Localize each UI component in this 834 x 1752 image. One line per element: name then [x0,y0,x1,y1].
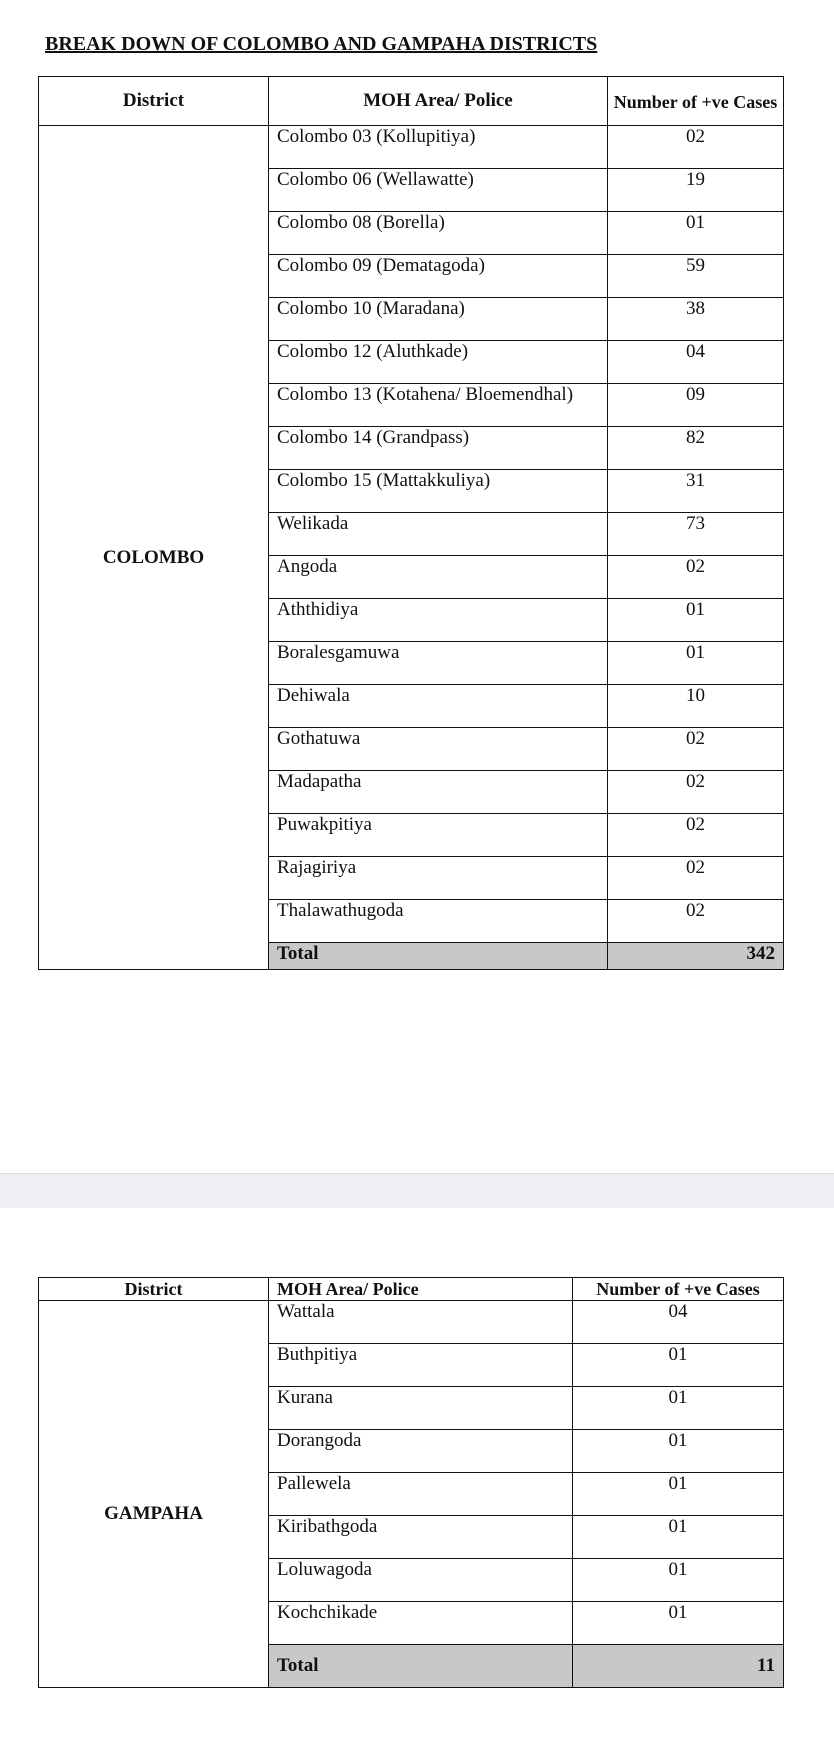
table-row [39,126,784,169]
moh-area-cell: Colombo 12 (Aluthkade) [269,341,608,384]
case-count-cell: 02 [608,728,784,771]
colombo-header-cases: Number of +ve Cases [608,77,784,126]
moh-area-cell: Puwakpitiya [269,814,608,857]
moh-area-cell: Rajagiriya [269,857,608,900]
moh-area-cell: Thalawathugoda [269,900,608,943]
gampaha-header-cases: Number of +ve Cases [573,1278,784,1301]
gampaha-table [38,1277,784,1688]
moh-area-cell: Colombo 15 (Mattakkuliya) [269,470,608,513]
case-count-cell: 02 [608,857,784,900]
moh-area-cell: Colombo 14 (Grandpass) [269,427,608,470]
moh-area-cell: Welikada [269,513,608,556]
moh-area-cell: Colombo 13 (Kotahena/ Bloemendhal) [269,384,608,427]
moh-area-cell: Wattala [269,1301,573,1344]
total-value: 11 [573,1645,784,1688]
colombo-table [38,76,784,970]
total-label: Total [269,1645,573,1688]
case-count-cell: 01 [573,1387,784,1430]
total-label: Total [269,943,608,970]
case-count-cell: 04 [608,341,784,384]
case-count-cell: 01 [573,1344,784,1387]
moh-area-cell: Dehiwala [269,685,608,728]
moh-area-cell: Colombo 03 (Kollupitiya) [269,126,608,169]
case-count-cell: 04 [573,1301,784,1344]
table-row [39,1301,784,1344]
case-count-cell: 73 [608,513,784,556]
case-count-cell: 19 [608,169,784,212]
moh-area-cell: Kochchikade [269,1602,573,1645]
case-count-cell: 02 [608,771,784,814]
moh-area-cell: Buthpitiya [269,1344,573,1387]
moh-area-cell: Kiribathgoda [269,1516,573,1559]
page-separator [0,1173,834,1209]
colombo-header-district: District [39,77,269,126]
moh-area-cell: Colombo 06 (Wellawatte) [269,169,608,212]
moh-area-cell: Gothatuwa [269,728,608,771]
moh-area-cell: Colombo 08 (Borella) [269,212,608,255]
case-count-cell: 82 [608,427,784,470]
case-count-cell: 02 [608,556,784,599]
case-count-cell: 01 [573,1559,784,1602]
moh-area-cell: Angoda [269,556,608,599]
moh-area-cell: Madapatha [269,771,608,814]
moh-area-cell: Loluwagoda [269,1559,573,1602]
case-count-cell: 59 [608,255,784,298]
case-count-cell: 31 [608,470,784,513]
gampaha-header-district: District [39,1278,269,1301]
moh-area-cell: Aththidiya [269,599,608,642]
moh-area-cell: Colombo 10 (Maradana) [269,298,608,341]
case-count-cell: 02 [608,900,784,943]
case-count-cell: 01 [573,1602,784,1645]
gampaha-header-area: MOH Area/ Police [269,1278,573,1301]
case-count-cell: 02 [608,814,784,857]
case-count-cell: 38 [608,298,784,341]
document-heading: BREAK DOWN OF COLOMBO AND GAMPAHA DISTRICTS [45,33,598,55]
moh-area-cell: Pallewela [269,1473,573,1516]
moh-area-cell: Colombo 09 (Dematagoda) [269,255,608,298]
case-count-cell: 01 [608,212,784,255]
case-count-cell: 02 [608,126,784,169]
gampaha-district-cell: GAMPAHA [39,1301,269,1688]
case-count-cell: 01 [573,1430,784,1473]
moh-area-cell: Boralesgamuwa [269,642,608,685]
case-count-cell: 01 [573,1473,784,1516]
moh-area-cell: Kurana [269,1387,573,1430]
case-count-cell: 10 [608,685,784,728]
case-count-cell: 01 [608,599,784,642]
case-count-cell: 01 [573,1516,784,1559]
colombo-header-area: MOH Area/ Police [269,77,608,126]
case-count-cell: 09 [608,384,784,427]
case-count-cell: 01 [608,642,784,685]
colombo-district-cell: COLOMBO [39,126,269,970]
total-value: 342 [608,943,784,970]
moh-area-cell: Dorangoda [269,1430,573,1473]
